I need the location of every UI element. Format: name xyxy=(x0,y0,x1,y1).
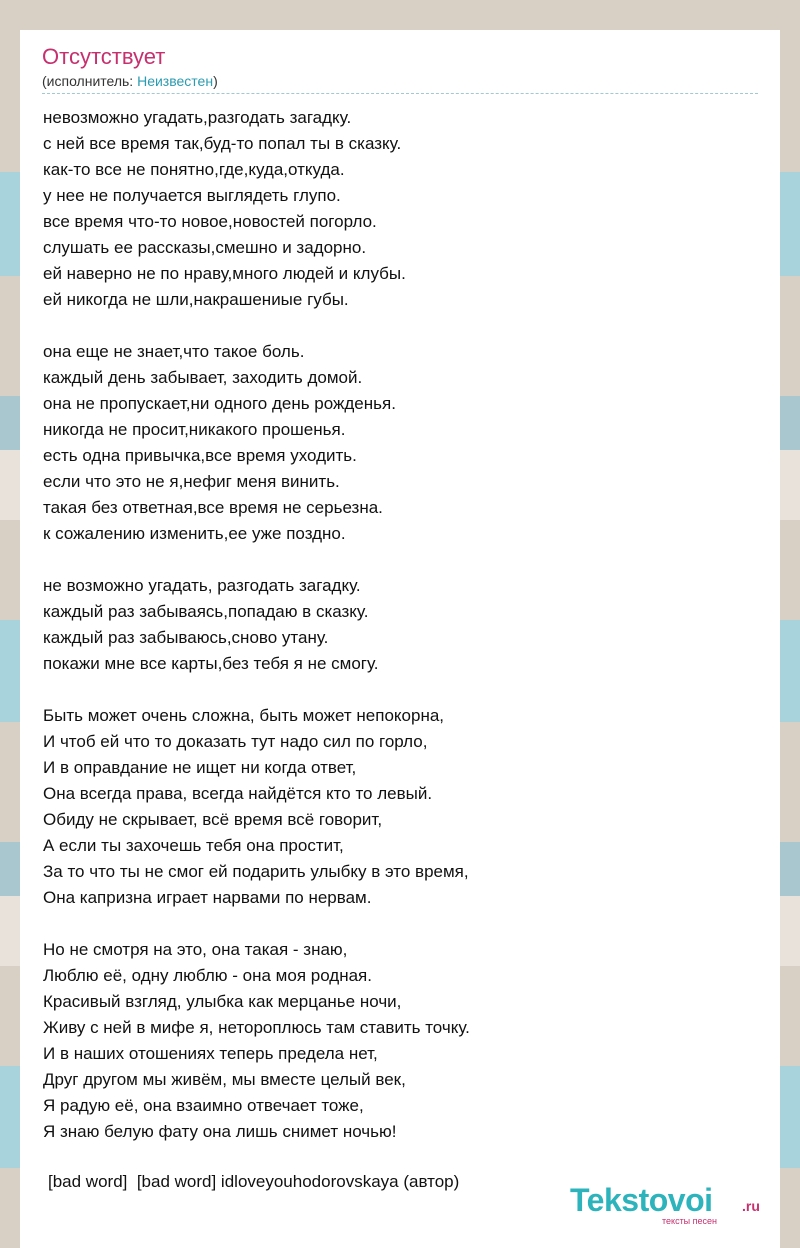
song-title: Отсутствует xyxy=(42,44,166,69)
lyrics-line: невозможно угадать,разгодать загадку. xyxy=(43,108,352,127)
lyrics-line: Я знаю белую фату она лишь снимет ночью! xyxy=(43,1122,397,1141)
credits-line: [bad word] [bad word] idloveyouhodorovskaya (автор) xyxy=(48,1172,460,1191)
title-divider xyxy=(42,93,758,94)
lyrics-stanza xyxy=(43,105,743,313)
lyrics-line: Красивый взгляд, улыбка как мерцанье ночи, xyxy=(43,992,402,1011)
lyrics-line: ей наверно не по нраву,много людей и клубы. xyxy=(43,264,406,283)
lyrics-line: За то что ты не смог ей подарить улыбку в это время, xyxy=(43,862,469,881)
logo-subtitle: тексты песен xyxy=(662,1216,718,1226)
lyrics-line: Люблю её, одну люблю - она моя родная. xyxy=(43,966,372,985)
artist-line xyxy=(42,73,218,89)
artist-suffix: ) xyxy=(213,73,218,89)
lyrics-line: Но не смотря на это, она такая - знаю, xyxy=(43,940,348,959)
lyrics-line: если что это не я,нефиг меня винить. xyxy=(43,472,340,491)
lyrics-line: каждый раз забываясь,попадаю в сказку. xyxy=(43,602,369,621)
lyrics-line: каждый день забывает, заходить домой. xyxy=(43,368,363,387)
lyrics-stanza xyxy=(43,339,743,547)
artist-link[interactable]: Неизвестен xyxy=(137,73,214,89)
lyrics-line: она еще не знает,что такое боль. xyxy=(43,342,305,361)
logo-domain: .ru xyxy=(742,1198,760,1214)
lyrics-line: есть одна привычка,все время уходить. xyxy=(43,446,357,465)
lyrics-line: как-то все не понятно,где,куда,откуда. xyxy=(43,160,345,179)
lyrics-line: Обиду не скрывает, всё время всё говорит, xyxy=(43,810,383,829)
lyrics-line: такая без ответная,все время не серьезна. xyxy=(43,498,383,517)
lyrics-line: к сожалению изменить,ее уже поздно. xyxy=(43,524,346,543)
lyrics-line: у нее не получается выглядеть глупо. xyxy=(43,186,341,205)
lyrics-line: И чтоб ей что то доказать тут надо сил по горло, xyxy=(43,732,428,751)
lyrics-stanza xyxy=(43,703,743,911)
lyrics-line: Она всегда права, всегда найдётся кто то левый. xyxy=(43,784,433,803)
lyrics-line: не возможно угадать, разгодать загадку. xyxy=(43,576,361,595)
lyrics-stanza xyxy=(43,937,743,1145)
lyrics-line: Живу с ней в мифе я, нетороплюсь там ставить точку. xyxy=(43,1018,470,1037)
lyrics-line: И в оправдание не ищет ни когда ответ, xyxy=(43,758,357,777)
site-logo[interactable] xyxy=(570,1182,780,1230)
lyrics-line: Она капризна играет нарвами по нервам. xyxy=(43,888,372,907)
lyrics-line: она не пропускает,ни одного день рожденья. xyxy=(43,394,396,413)
lyrics-line: никогда не просит,никакого прошенья. xyxy=(43,420,346,439)
lyrics-line: каждый раз забываюсь,сново утану. xyxy=(43,628,329,647)
lyrics-line: Друг другом мы живём, мы вместе целый век, xyxy=(43,1070,406,1089)
lyrics-line: с ней все время так,буд-то попал ты в сказку. xyxy=(43,134,402,153)
lyrics-line: Я радую её, она взаимно отвечает тоже, xyxy=(43,1096,364,1115)
lyrics-stanza xyxy=(43,573,743,677)
lyrics-line: слушать ее рассказы,смешно и задорно. xyxy=(43,238,367,257)
lyrics-line: И в наших отошениях теперь предела нет, xyxy=(43,1044,378,1063)
artist-prefix: (исполнитель: xyxy=(42,73,138,89)
lyrics-body xyxy=(43,105,743,1145)
lyrics-line: все время что-то новое,новостей погорло. xyxy=(43,212,377,231)
lyrics-line: ей никогда не шли,накрашениые губы. xyxy=(43,290,349,309)
lyrics-line: покажи мне все карты,без тебя я не смогу. xyxy=(43,654,379,673)
lyrics-line: А если ты захочешь тебя она простит, xyxy=(43,836,344,855)
logo-wordmark: Tekstovoi xyxy=(570,1182,713,1218)
lyrics-line: Быть может очень сложна, быть может непокорна, xyxy=(43,706,445,725)
